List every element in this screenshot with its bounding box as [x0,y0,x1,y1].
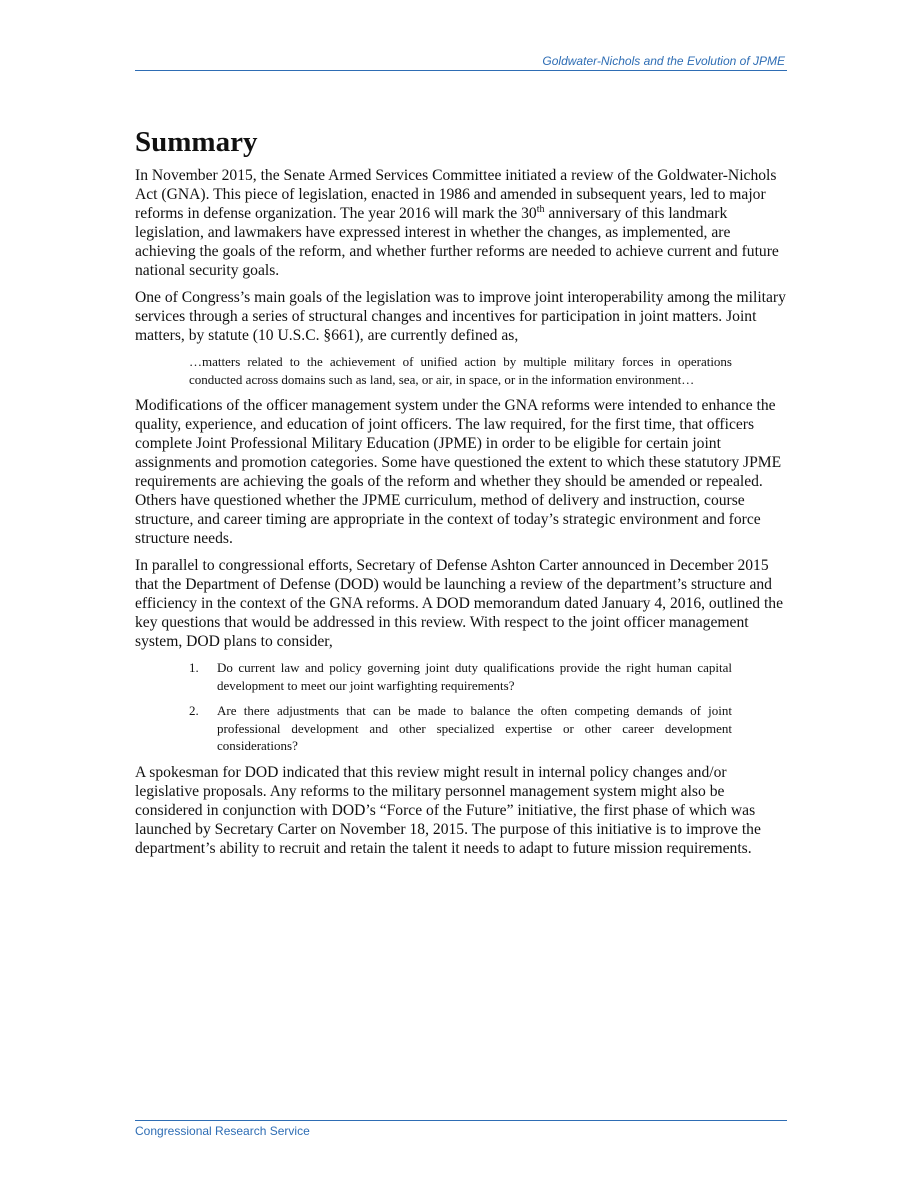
list-item-text: Do current law and policy governing joint duty qualifications provide the right human capital development to meet our joint warfighting requirements? [217,660,732,693]
list-item-text: Are there adjustments that can be made to balance the often competing demands of joint professional development and other specialized expertise or other career development considerations? [217,703,732,753]
running-footer [135,1120,787,1138]
list-item [189,702,732,755]
block-quote: …matters related to the achievement of unified action by multiple military forces in operations conducted across domains such as land, sea, or air, in space, or in the information environment… [189,354,732,387]
header-title: Goldwater-Nichols and the Evolution of JPME [542,54,785,68]
paragraph-3: Modifications of the officer management system under the GNA reforms were intended to enhance the quality, experience, and education of joint officers. The law required, for the first time, that officers complete Joint Professional Military Education (JPME) in order to be eligible for certain joint assignments and promotion categories. Some have questioned the extent to which these statutory JPME requirements are achieving the goals of the reform and whether they should be amended or repealed. Others have questioned whether the JPME curriculum, method of delivery and instruction, course structure, and career timing are appropriate in the context of today’s strategic environment and force structure needs. [135,397,782,547]
paragraph-4: In parallel to congressional efforts, Secretary of Defense Ashton Carter announced in December 2015 that the Department of Defense (DOD) would be launching a review of the department’s structure and efficiency in the context of the GNA reforms. A DOD memorandum dated January 4, 2016, outlined the key questions that would be addressed in this review. With respect to the joint officer management system, DOD plans to consider, [135,557,783,650]
paragraph-1-part-b: anniversary of this landmark legislation, and lawmakers have expressed interest in whether the changes, as implemented, are achieving the goals of the reform, and whether further reforms are needed to achieve current and future national security goals. [135,205,779,279]
question-list [189,659,732,755]
summary-section [135,124,787,866]
paragraph-2: One of Congress’s main goals of the legislation was to improve joint interoperability among the military services through a series of structural changes and incentives for participation in joint matters. Joint matters, by statute (10 U.S.C. §661), are currently defined as, [135,289,786,344]
paragraph-1 [135,166,787,280]
running-header [135,54,787,71]
list-item-number: 2. [189,703,199,718]
footer-text: Congressional Research Service [135,1124,310,1138]
list-item [189,659,732,694]
paragraph-5: A spokesman for DOD indicated that this review might result in internal policy changes and/or legislative proposals. Any reforms to the military personnel management system might also be considered in conjunction with DOD’s “Force of the Future” initiative, the first phase of which was launched by Secretary Carter on November 18, 2015. The purpose of this initiative is to improve the department’s ability to recruit and retain the talent it needs to adapt to future mission requirements. [135,763,761,857]
section-heading: Summary [135,126,258,158]
list-item-number: 1. [189,660,199,675]
paragraph-1-part-a: In November 2015, the Senate Armed Services Committee initiated a review of the Goldwater-Nichols Act (GNA). This piece of legislation, enacted in 1986 and amended in subsequent years, led to major reforms in defense organization. The year 2016 will mark the 30 [135,167,777,222]
ordinal-superscript: th [536,203,545,215]
